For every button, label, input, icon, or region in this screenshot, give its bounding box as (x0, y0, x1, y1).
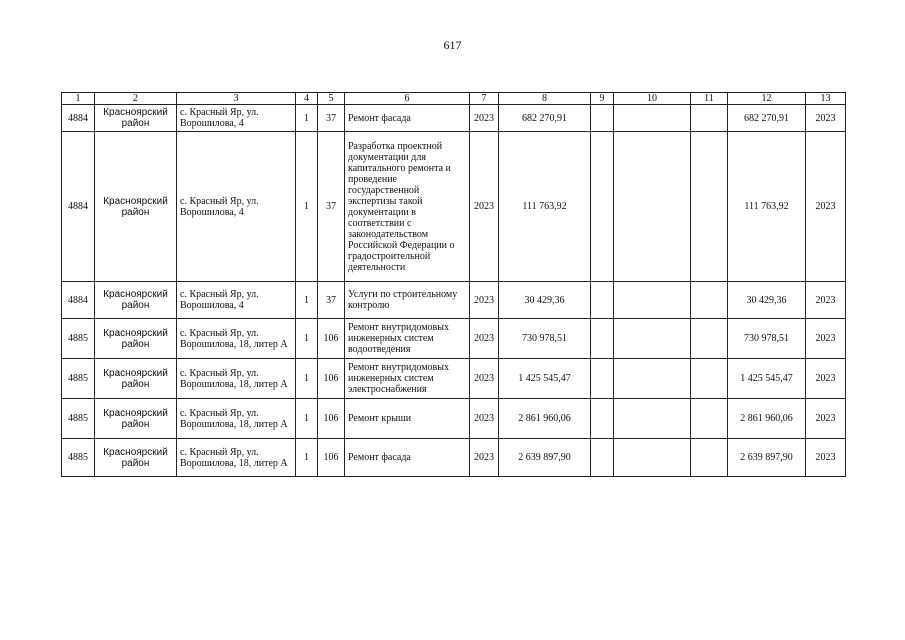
col4-cell: 1 (296, 439, 318, 477)
district-cell: Красноярский район (95, 399, 177, 439)
col4-cell: 1 (296, 282, 318, 319)
year-end-cell: 2023 (806, 319, 846, 359)
district-cell: Красноярский район (95, 359, 177, 399)
year-end-cell: 2023 (806, 132, 846, 282)
address-cell: с. Красный Яр, ул. Ворошилова, 18, литер А (177, 359, 296, 399)
district-cell: Красноярский район (95, 282, 177, 319)
address-cell: с. Красный Яр, ул. Ворошилова, 18, литер А (177, 399, 296, 439)
col9-cell (591, 132, 614, 282)
col11-cell (691, 399, 728, 439)
column-number: 11 (691, 93, 728, 105)
col9-cell (591, 359, 614, 399)
col11-cell (691, 319, 728, 359)
row-number: 4884 (62, 105, 95, 132)
district-cell: Красноярский район (95, 439, 177, 477)
col9-cell (591, 282, 614, 319)
column-number: 6 (345, 93, 470, 105)
year-end-cell: 2023 (806, 105, 846, 132)
row-number: 4885 (62, 359, 95, 399)
amount-cell: 682 270,91 (499, 105, 591, 132)
total-cell: 2 639 897,90 (728, 439, 806, 477)
amount-cell: 2 639 897,90 (499, 439, 591, 477)
col10-cell (614, 132, 691, 282)
year-cell: 2023 (470, 439, 499, 477)
district-cell: Красноярский район (95, 105, 177, 132)
page-number: 617 (443, 38, 462, 52)
column-number: 2 (95, 93, 177, 105)
col11-cell (691, 359, 728, 399)
col10-cell (614, 319, 691, 359)
work-type-cell: Разработка проектной документации для капитального ремонта и проведение государственной экспертизы такой документации в соответствии с законодательством Российской Федерации о градостроительной деятельности (345, 132, 470, 282)
work-type-cell: Ремонт фасада (345, 439, 470, 477)
col9-cell (591, 105, 614, 132)
table-row (62, 439, 846, 477)
year-end-cell: 2023 (806, 399, 846, 439)
work-type-cell: Ремонт внутридомовых инженерных систем электроснабжения (345, 359, 470, 399)
work-type-cell: Ремонт крыши (345, 399, 470, 439)
col4-cell: 1 (296, 399, 318, 439)
row-number: 4884 (62, 132, 95, 282)
total-cell: 682 270,91 (728, 105, 806, 132)
address-cell: с. Красный Яр, ул. Ворошилова, 4 (177, 132, 296, 282)
col11-cell (691, 439, 728, 477)
row-number: 4885 (62, 319, 95, 359)
table-row (62, 132, 846, 282)
column-number: 7 (470, 93, 499, 105)
column-number: 10 (614, 93, 691, 105)
col4-cell: 1 (296, 132, 318, 282)
year-end-cell: 2023 (806, 282, 846, 319)
total-cell: 30 429,36 (728, 282, 806, 319)
col4-cell: 1 (296, 359, 318, 399)
table-row (62, 399, 846, 439)
col10-cell (614, 439, 691, 477)
amount-cell: 1 425 545,47 (499, 359, 591, 399)
year-cell: 2023 (470, 105, 499, 132)
year-cell: 2023 (470, 132, 499, 282)
column-number: 5 (318, 93, 345, 105)
row-number: 4884 (62, 282, 95, 319)
row-number: 4885 (62, 399, 95, 439)
total-cell: 730 978,51 (728, 319, 806, 359)
col4-cell: 1 (296, 105, 318, 132)
col4-cell: 1 (296, 319, 318, 359)
col9-cell (591, 319, 614, 359)
col5-cell: 106 (318, 439, 345, 477)
year-cell: 2023 (470, 282, 499, 319)
capital-repair-table (61, 92, 846, 477)
col5-cell: 106 (318, 319, 345, 359)
total-cell: 1 425 545,47 (728, 359, 806, 399)
amount-cell: 2 861 960,06 (499, 399, 591, 439)
column-number: 13 (806, 93, 846, 105)
col5-cell: 37 (318, 105, 345, 132)
table-row (62, 319, 846, 359)
address-cell: с. Красный Яр, ул. Ворошилова, 4 (177, 105, 296, 132)
address-cell: с. Красный Яр, ул. Ворошилова, 18, литер А (177, 319, 296, 359)
total-cell: 2 861 960,06 (728, 399, 806, 439)
table-row (62, 105, 846, 132)
col11-cell (691, 132, 728, 282)
year-cell: 2023 (470, 399, 499, 439)
col5-cell: 106 (318, 399, 345, 439)
district-cell: Красноярский район (95, 319, 177, 359)
col9-cell (591, 439, 614, 477)
col10-cell (614, 359, 691, 399)
address-cell: с. Красный Яр, ул. Ворошилова, 4 (177, 282, 296, 319)
table-row (62, 282, 846, 319)
year-cell: 2023 (470, 359, 499, 399)
col5-cell: 106 (318, 359, 345, 399)
col11-cell (691, 282, 728, 319)
amount-cell: 730 978,51 (499, 319, 591, 359)
col10-cell (614, 105, 691, 132)
col5-cell: 37 (318, 282, 345, 319)
column-number-row (62, 93, 846, 105)
work-type-cell: Ремонт фасада (345, 105, 470, 132)
year-cell: 2023 (470, 319, 499, 359)
column-number: 12 (728, 93, 806, 105)
work-type-cell: Услуги по строительному контролю (345, 282, 470, 319)
amount-cell: 30 429,36 (499, 282, 591, 319)
row-number: 4885 (62, 439, 95, 477)
year-end-cell: 2023 (806, 439, 846, 477)
district-cell: Красноярский район (95, 132, 177, 282)
col9-cell (591, 399, 614, 439)
col11-cell (691, 105, 728, 132)
work-type-cell: Ремонт внутридомовых инженерных систем водоотведения (345, 319, 470, 359)
table-row (62, 359, 846, 399)
column-number: 3 (177, 93, 296, 105)
column-number: 4 (296, 93, 318, 105)
column-number: 9 (591, 93, 614, 105)
col10-cell (614, 282, 691, 319)
address-cell: с. Красный Яр, ул. Ворошилова, 18, литер А (177, 439, 296, 477)
col10-cell (614, 399, 691, 439)
year-end-cell: 2023 (806, 359, 846, 399)
column-number: 8 (499, 93, 591, 105)
column-number: 1 (62, 93, 95, 105)
col5-cell: 37 (318, 132, 345, 282)
amount-cell: 111 763,92 (499, 132, 591, 282)
total-cell: 111 763,92 (728, 132, 806, 282)
